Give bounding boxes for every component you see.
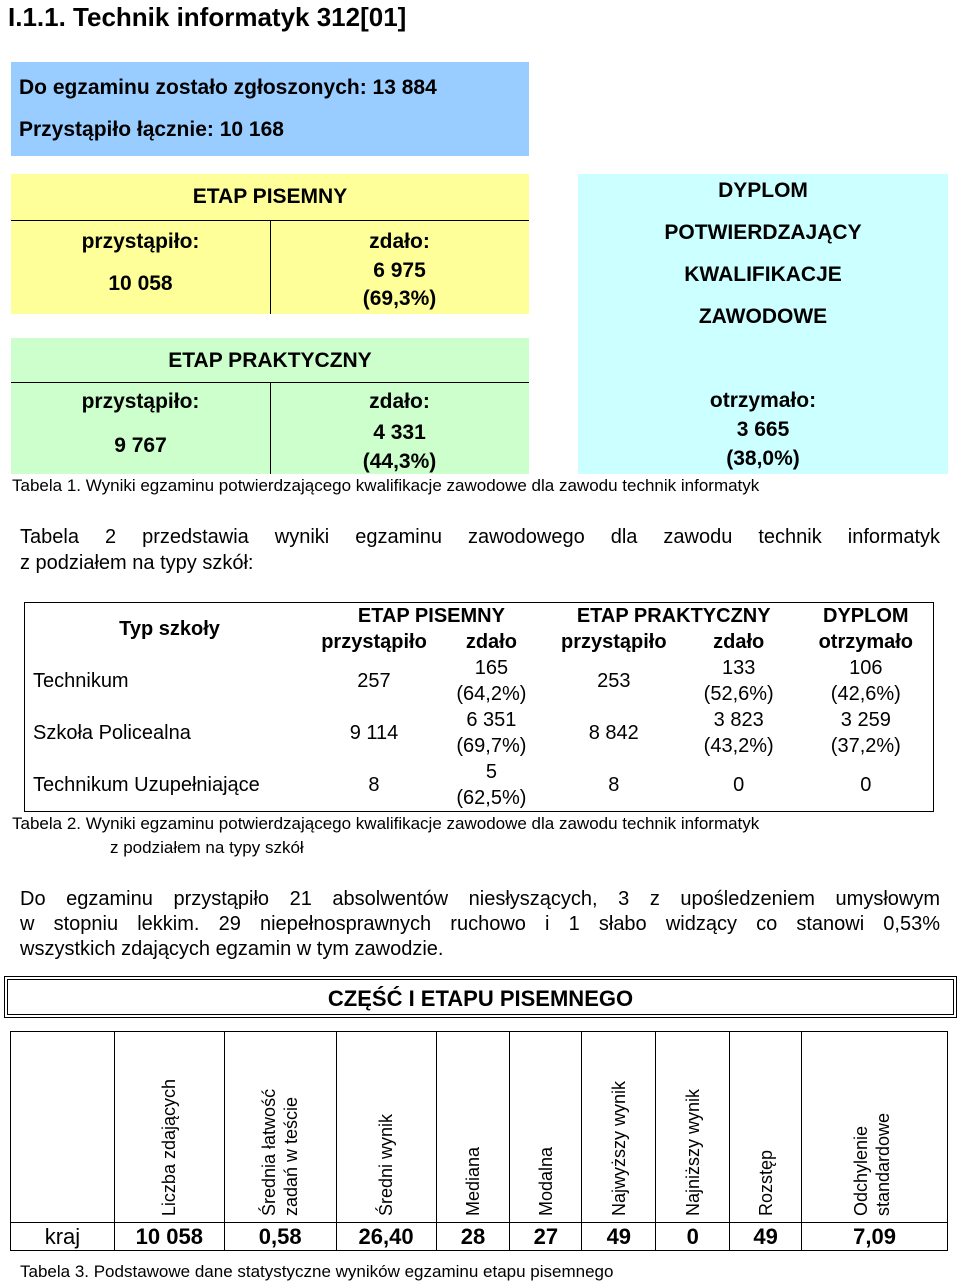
table-row [25, 707, 934, 759]
subheader-passed-written: zdało [465, 631, 517, 653]
subheader-attended-practical: przystąpiło [561, 631, 667, 653]
note-paragraph-line2: w stopniu lekkim. 29 niepełnosprawnych ruchowo i 1 słabo widzący co stanowi 0,53% [20, 913, 940, 935]
empty-corner-cell [11, 1032, 115, 1223]
written-attended: 257 [357, 670, 391, 692]
page-title: I.1.1. Technik informatyk 312[01] [8, 2, 407, 32]
section-heading-box [4, 976, 957, 1018]
header-written: ETAP PISEMNY [357, 605, 505, 627]
practical-passed: 3 823 (43,2%) [703, 709, 774, 757]
practical-stage-title: ETAP PRAKTYCZNY [168, 349, 372, 372]
table-row [25, 759, 934, 812]
intro-paragraph-line2: z podziałem na typy szkół: [20, 552, 254, 574]
written-attended: 9 114 [349, 722, 399, 744]
practical-attended-label: przystąpiło: [81, 390, 200, 413]
summary-box [11, 62, 529, 156]
header-cell: Modalna [510, 1032, 582, 1223]
statistics-table [10, 1031, 948, 1251]
row-label: kraj [11, 1223, 115, 1251]
value-cell: 0 [656, 1223, 730, 1251]
header-cell: Odchylenie standardowe [802, 1032, 948, 1223]
written-passed-value: 6 975 [373, 259, 426, 282]
table3-caption: Tabela 3. Podstawowe dane statystyczne wyników egzaminu etapu pisemnego [20, 1262, 614, 1281]
subheader-attended-written: przystąpiło [321, 631, 427, 653]
written-stage-title: ETAP PISEMNY [192, 185, 348, 208]
diploma-received-label: otrzymało: [709, 389, 817, 412]
diploma-line1: DYPLOM [718, 179, 808, 202]
subheader-received: otrzymało [818, 631, 914, 653]
diploma-received: 106 (42,6%) [830, 657, 901, 705]
diploma-line3: KWALIFIKACJE [684, 263, 842, 286]
header-cell: Najwyższy wynik [582, 1032, 656, 1223]
written-passed: 165 (64,2%) [456, 657, 527, 705]
written-attended: 8 [368, 774, 380, 796]
subheader-passed-practical: zdało [713, 631, 765, 653]
value-cell: 28 [436, 1223, 510, 1251]
diploma-received-pct: (38,0%) [726, 447, 800, 470]
registered-count: Do egzaminu zostało zgłoszonych: 13 884 [19, 76, 437, 99]
written-attended-value: 10 058 [108, 272, 173, 295]
header-cell: Średnia łatwość zadań w teście [224, 1032, 336, 1223]
written-passed-pct: (69,3%) [362, 287, 437, 310]
practical-passed-pct: (44,3%) [362, 450, 437, 473]
school-type-table [24, 602, 934, 812]
school-name: Szkoła Policealna [33, 722, 191, 744]
diploma-box [578, 174, 948, 474]
practical-passed-label: zdało: [369, 390, 430, 413]
table1-caption: Tabela 1. Wyniki egzaminu potwierdzającego kwalifikacje zawodowe dla zawodu technik informatyk [12, 476, 760, 495]
intro-paragraph-line1: Tabela 2 przedstawia wyniki egzaminu zawodowego dla zawodu technik informatyk [20, 526, 940, 548]
practical-passed-value: 4 331 [373, 421, 426, 444]
header-cell: Liczba zdających [114, 1032, 224, 1223]
attended-count: Przystąpiło łącznie: 10 168 [19, 118, 284, 141]
practical-attended: 253 [597, 670, 631, 692]
header-cell: Najniższy wynik [656, 1032, 730, 1223]
practical-attended: 8 842 [588, 722, 639, 744]
header-practical: ETAP PRAKTYCZNY [576, 605, 771, 627]
written-stage-box [11, 174, 529, 314]
practical-attended: 8 [608, 774, 620, 796]
section-heading: CZĘŚĆ I ETAPU PISEMNEGO [327, 986, 634, 1011]
header-cell: Średni wynik [336, 1032, 436, 1223]
written-attended-label: przystąpiło: [81, 230, 200, 253]
school-name: Technikum Uzupełniające [33, 774, 260, 796]
diploma-received: 0 [860, 774, 872, 796]
value-cell: 10 058 [114, 1223, 224, 1251]
value-cell: 26,40 [336, 1223, 436, 1251]
diploma-received-value: 3 665 [736, 418, 790, 441]
value-cell: 0,58 [224, 1223, 336, 1251]
school-name: Technikum [33, 670, 129, 692]
table2-caption-line2: z podziałem na typy szkół [110, 838, 304, 857]
value-cell: 27 [510, 1223, 582, 1251]
header-school-type: Typ szkoły [119, 618, 220, 640]
note-paragraph-line3: wszystkich zdających egzamin w tym zawodzie. [20, 938, 444, 960]
table-row [25, 655, 934, 707]
table2-caption-line1: Tabela 2. Wyniki egzaminu potwierdzającego kwalifikacje zawodowe dla zawodu technik informatyk [12, 814, 760, 833]
practical-passed: 0 [733, 774, 745, 796]
value-cell: 49 [582, 1223, 656, 1251]
diploma-line4: ZAWODOWE [698, 305, 828, 328]
written-passed-label: zdało: [369, 230, 430, 253]
table-row [11, 1223, 948, 1251]
value-cell: 49 [730, 1223, 802, 1251]
written-passed: 6 351 (69,7%) [456, 709, 527, 757]
diploma-received: 3 259 (37,2%) [830, 709, 901, 757]
practical-attended-value: 9 767 [114, 434, 167, 457]
practical-stage-box [11, 338, 529, 474]
header-cell: Mediana [436, 1032, 510, 1223]
note-paragraph-line1: Do egzaminu przystąpiło 21 absolwentów niesłyszących, 3 z upośledzeniem umysłowym [20, 888, 940, 910]
written-passed: 5 (62,5%) [456, 761, 527, 809]
practical-passed: 133 (52,6%) [703, 657, 774, 705]
header-cell: Rozstęp [730, 1032, 802, 1223]
diploma-line2: POTWIERDZAJĄCY [664, 221, 862, 244]
header-diploma: DYPLOM [823, 605, 909, 627]
value-cell: 7,09 [802, 1223, 948, 1251]
